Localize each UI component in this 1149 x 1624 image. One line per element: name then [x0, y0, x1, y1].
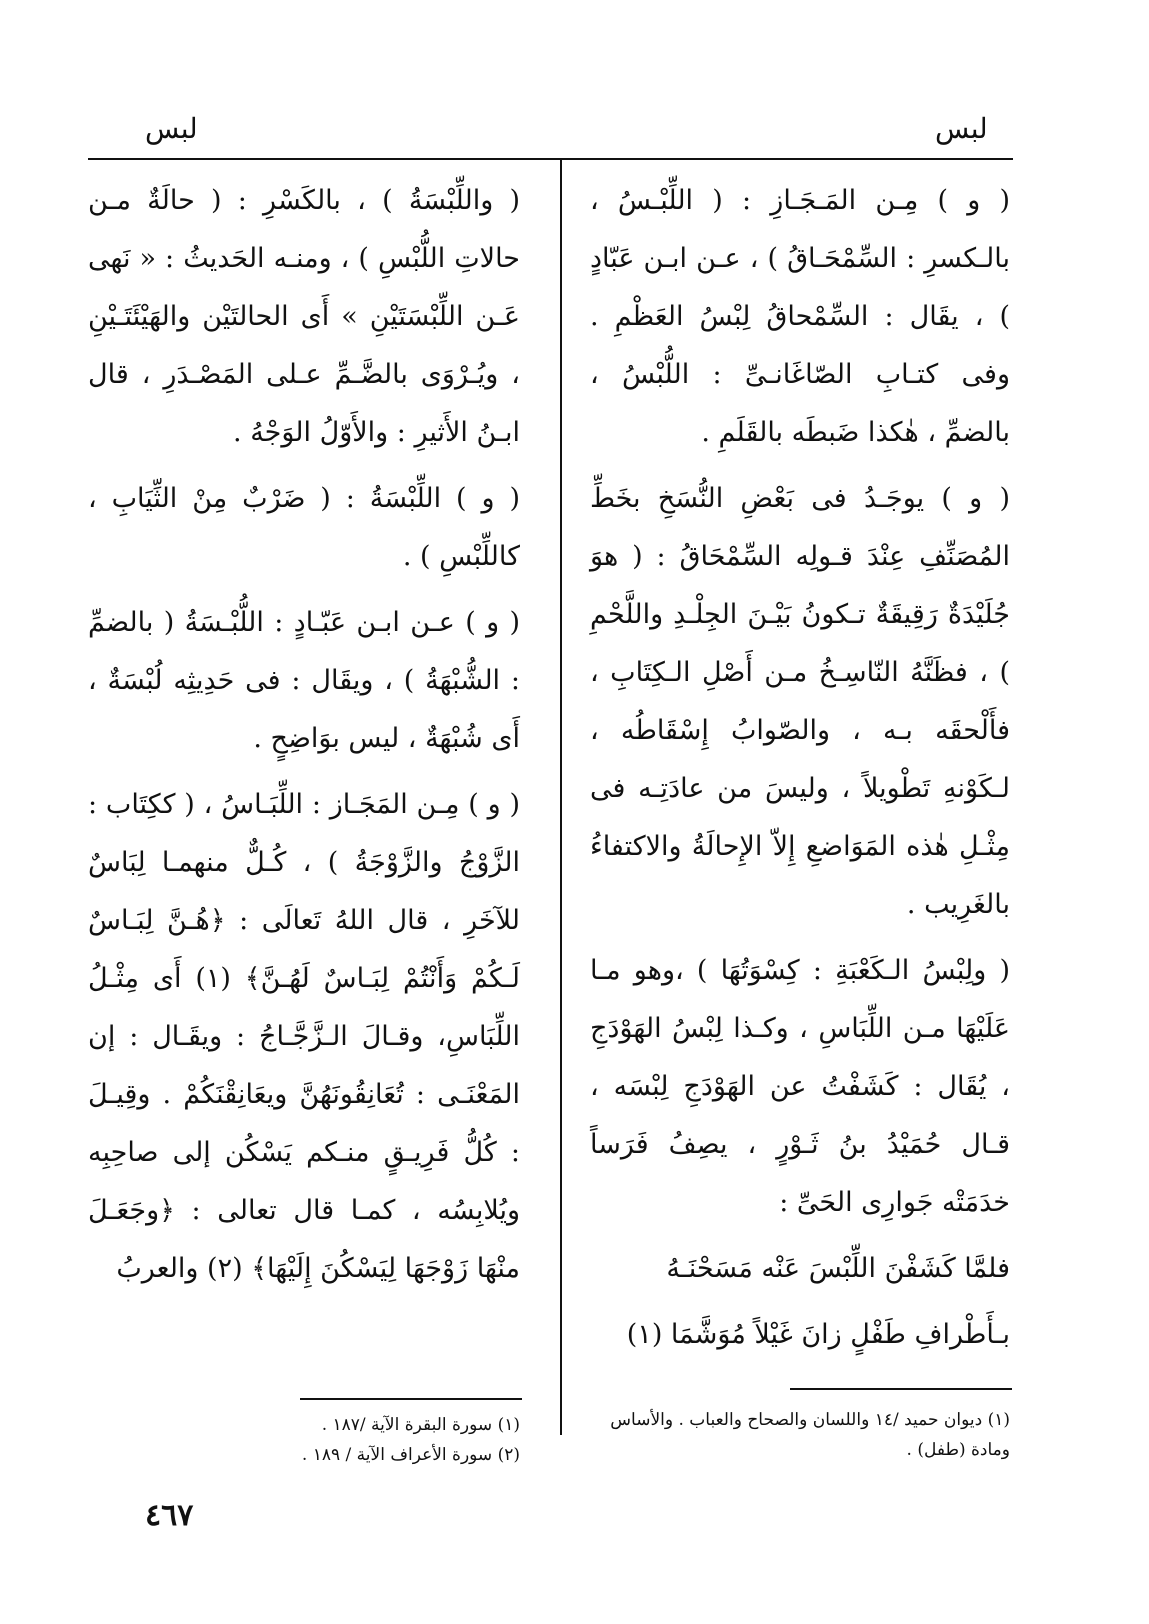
footnotes-left — [160, 1410, 520, 1470]
paragraph: ( واللِّبْسَةُ ) ، بالكَسْرِ : ( حالَةٌ مـن حالاتِ اللُّبْسِ ) ، ومنـه الحَديثُ : « نَهى عَـن اللِّبْسَتَيْنِ » أَى الحالتَيْن والهَيْئَتَـيْنِ ، ويُـرْوَى بالضَّـمِّ عـلى المَصْـدَرِ ، قال ابـنُ الأَثيرِ : والأَوّلُ الوَجْهُ . — [88, 185, 520, 448]
column-divider — [560, 160, 562, 1435]
running-head-right: لبس — [935, 112, 988, 145]
footnote-rule-left — [300, 1398, 522, 1400]
right-column — [590, 172, 1010, 1364]
paragraph: ( و ) يوجَـدُ فى بَعْضِ النُّسَخِ بخَطِّ المُصَنِّفِ عِنْدَ قـولِه السِّمْحَاقُ : ( هوَ جُلَيْدَةٌ رَقِيقَةٌ تـكونُ بَيْـنَ الجِلْـدِ واللَّحْمِ ) ، فظَنَّهُ النّاسِـخُ مـن أَصْلِ الـكِتَابِ ، فأَلْحقَه بـه ، والصّوابُ إِسْقَاطُه ، لـكَوْنهِ تَطْويلاً ، وليسَ من عادَتِـه فى مِثْـلِ هٰذه المَوَاضعِ إِلاّ الإِحالَةُ والاكتفاءُ بالغَرِيب . — [590, 483, 1010, 920]
footnote: (١) سورة البقرة الآية /١٨٧ . — [321, 1415, 520, 1435]
paragraph: ( ولِبْسُ الـكَعْبَةِ : كِسْوَتُهَا ) ،وهو مـا عَلَيْهَا مـن اللِّبَاسِ ، وكـذا لِبْسُ الهَوْدَجِ ، يُقَال : كَشَفْتُ عن الهَوْدَجِ لِبْسَه ، قـال حُمَيْدُ بنُ ثَـوْرٍ ، يصِفُ فَرَساً خدَمَتْه جَوارِى الحَىِّ : — [590, 955, 1010, 1218]
header-rule — [88, 158, 1013, 160]
footnote: (٢) سورة الأعراف الآية / ١٨٩ . — [301, 1445, 520, 1465]
paragraph: ( و ) مِـن المَـجَـازِ : ( اللِّبْـسُ ، بالـكسرِ : السِّمْحَـاقُ ) ، عـن ابـن عَبّادٍ ) ، يقَال : السِّمْحاقُ لِبْسُ العَظْمِ . وفى كتـابِ الصّاغَانـىِّ : اللُّبْسُ ، بالضمِّ ، هٰكذا ضَبطَه بالقَلَمِ . — [590, 185, 1010, 448]
paragraph: ( و ) مِـن المَجَـاز : اللِّبَـاسُ ، ( ككِتَاب : الزَّوْجُ والزَّوْجَةُ ) ، كُـلٌّ منهمـا لِبَاسٌ للآخَرِ ، قال اللهُ تَعالَى : ﴿هُـنَّ لِبَـاسٌ لَـكُمْ وَأَنْتُمْ لِبَـاسٌ لَهُـنَّ﴾ (١) أَى مِثْـلُ اللِّبَاسِ، وقـالَ الـزَّجَّـاجُ : ويقَـال : إن المَعْنَـى : تُعَانِقُونَهُنَّ ويعَانِقْنَكُمْ . وقِيـلَ : كُلُّ فَرِيـقٍ منـكم يَسْكُن إلى صاحِبِه ويُلابِسُه ، كمـا قال تعالى : ﴿وجَعَـلَ منْهَا زَوْجَهَا لِيَسْكُنَ إِلَيْهَا﴾ (٢) والعربُ — [88, 789, 520, 1284]
footnote-rule-right — [790, 1388, 1012, 1390]
paragraph: ( و ) اللِّبْسَةُ : ( ضَرْبٌ مِنْ الثِّيَابِ ، كاللِّبْسِ ) . — [88, 483, 520, 572]
running-head-left: لبس — [145, 112, 198, 145]
page-number: ٤٦٧ — [145, 1498, 194, 1533]
left-column — [88, 172, 520, 1306]
verse-line-2: بـأَطْرافِ طَفْلٍ زانَ غَيْلاً مُوَشَّمَا (١) — [626, 1319, 1010, 1350]
verse-line-1: فلمَّا كَشَفْنَ اللِّبْسَ عَنْه مَسَحْنَـهُ — [666, 1253, 1010, 1284]
footnote: (١) ديوان حميد /١٤ واللسان والصحاح والعباب . والأساس ومادة (طفل) . — [610, 1410, 1010, 1460]
paragraph: ( و ) عـن ابـن عَبّـادٍ : اللُّبْـسَةُ ( بالضمِّ : الشُّبْهَةُ ) ، ويقَال : فى حَدِيثِه لُبْسَةٌ ، أَى شُبْهَةٌ ، ليس بوَاضِحٍ . — [88, 607, 520, 754]
footnotes-right — [590, 1405, 1010, 1465]
